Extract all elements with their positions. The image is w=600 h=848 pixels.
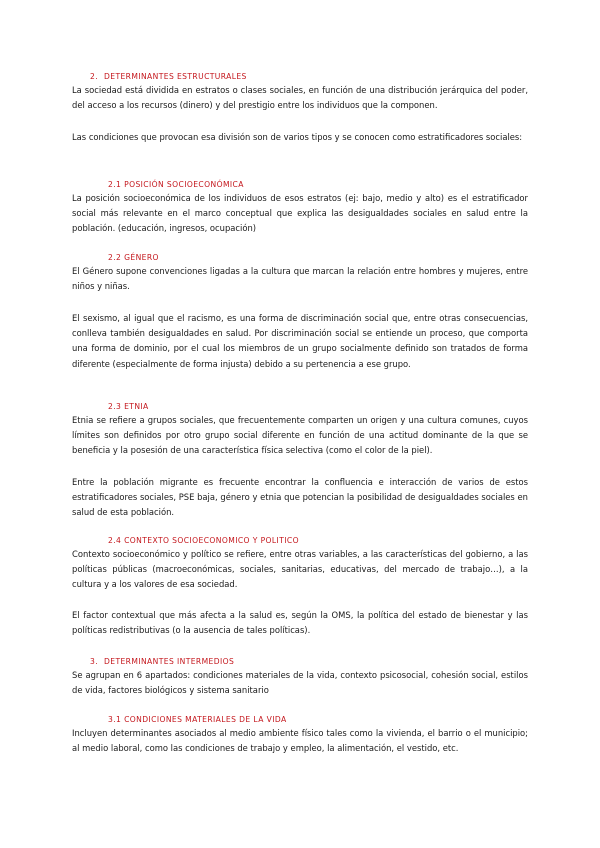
- section-3-1-paragraph: Incluyen determinantes asociados al medio ambiente físico tales como la vivienda, el barrio o el municipio; al medio laboral, como las condiciones de trabajo y empleo, la alimentación, el vestido, etc.: [72, 728, 528, 754]
- section-2-2-heading: 2.2 GÉNERO: [108, 253, 159, 262]
- section-2-title: DETERMINANTES ESTRUCTURALES: [104, 72, 247, 81]
- section-2-4-heading: 2.4 CONTEXTO SOCIOECONOMICO Y POLITICO: [108, 536, 299, 545]
- section-2-2-paragraph-2: El sexismo, al igual que el racismo, es una forma de discriminación social que, entre otras consecuencias, conlleva también desigualdades en salud. Por discriminación social se entiende un proceso, que comporta una forma de dominio, por el cual los miembros de un grupo socialmente definido son tratados de forma diferente (especialmente de forma injusta) debido a su pertenencia a ese grupo.: [72, 313, 528, 369]
- section-2-3-paragraph-2: Entre la población migrante es frecuente encontrar la confluencia e interacción de varios de estos estratificadores sociales, PSE baja, género y etnia que potencian la posibilidad de desigualdades sociales en salud de esta población.: [72, 477, 528, 518]
- section-3-1-heading: 3.1 CONDICIONES MATERIALES DE LA VIDA: [108, 715, 287, 724]
- section-2-2-paragraph-1: El Género supone convenciones ligadas a la cultura que marcan la relación entre hombres y mujeres, entre niños y niñas.: [72, 266, 528, 292]
- section-3-paragraph: Se agrupan en 6 apartados: condiciones materiales de la vida, contexto psicosocial, cohesión social, estilos de vida, factores biológicos y sistema sanitario: [72, 670, 528, 696]
- section-2-1-paragraph: La posición socioeconómica de los individuos de esos estratos (ej: bajo, medio y alto) es el estratificador social más relevante en el marco conceptual que explica las desigualdades sociales en salud entre la población. (educación, ingresos, ocupación): [72, 193, 528, 234]
- section-2-4-paragraph-1: Contexto socioeconómico y político se refiere, entre otras variables, a las características del gobierno, a las políticas públicas (macroeconómicas, sociales, sanitarias, educativas, del mercado de trabajo…), a la cultura y a los valores de esa sociedad.: [72, 549, 528, 590]
- section-3-heading: [90, 657, 234, 666]
- section-2-3-heading: 2.3 ETNIA: [108, 402, 149, 411]
- section-2-paragraph-1: La sociedad está dividida en estratos o clases sociales, en función de una distribución jerárquica del poder, del acceso a los recursos (dinero) y del prestigio entre los individuos que la componen.: [72, 85, 528, 111]
- section-2-number: 2.: [90, 72, 99, 81]
- section-2-1-heading: 2.1 POSICIÓN SOCIOECONÓMICA: [108, 180, 244, 189]
- section-3-number: 3.: [90, 657, 99, 666]
- section-3-title: DETERMINANTES INTERMEDIOS: [104, 657, 235, 666]
- section-2-3-paragraph-1: Etnia se refiere a grupos sociales, que frecuentemente comparten un origen y una cultura comunes, cuyos límites son definidos por otro grupo social diferente en función de una actitud dominante de la que se beneficia y la posesión de una característica física selectiva (como el color de la piel).: [72, 415, 528, 456]
- section-2-4-paragraph-2: El factor contextual que más afecta a la salud es, según la OMS, la política del estado de bienestar y las políticas redistributivas (o la ausencia de tales políticas).: [72, 610, 528, 636]
- section-2-paragraph-2: Las condiciones que provocan esa división son de varios tipos y se conocen como estratificadores sociales:: [72, 132, 523, 142]
- section-2-heading: [90, 72, 247, 81]
